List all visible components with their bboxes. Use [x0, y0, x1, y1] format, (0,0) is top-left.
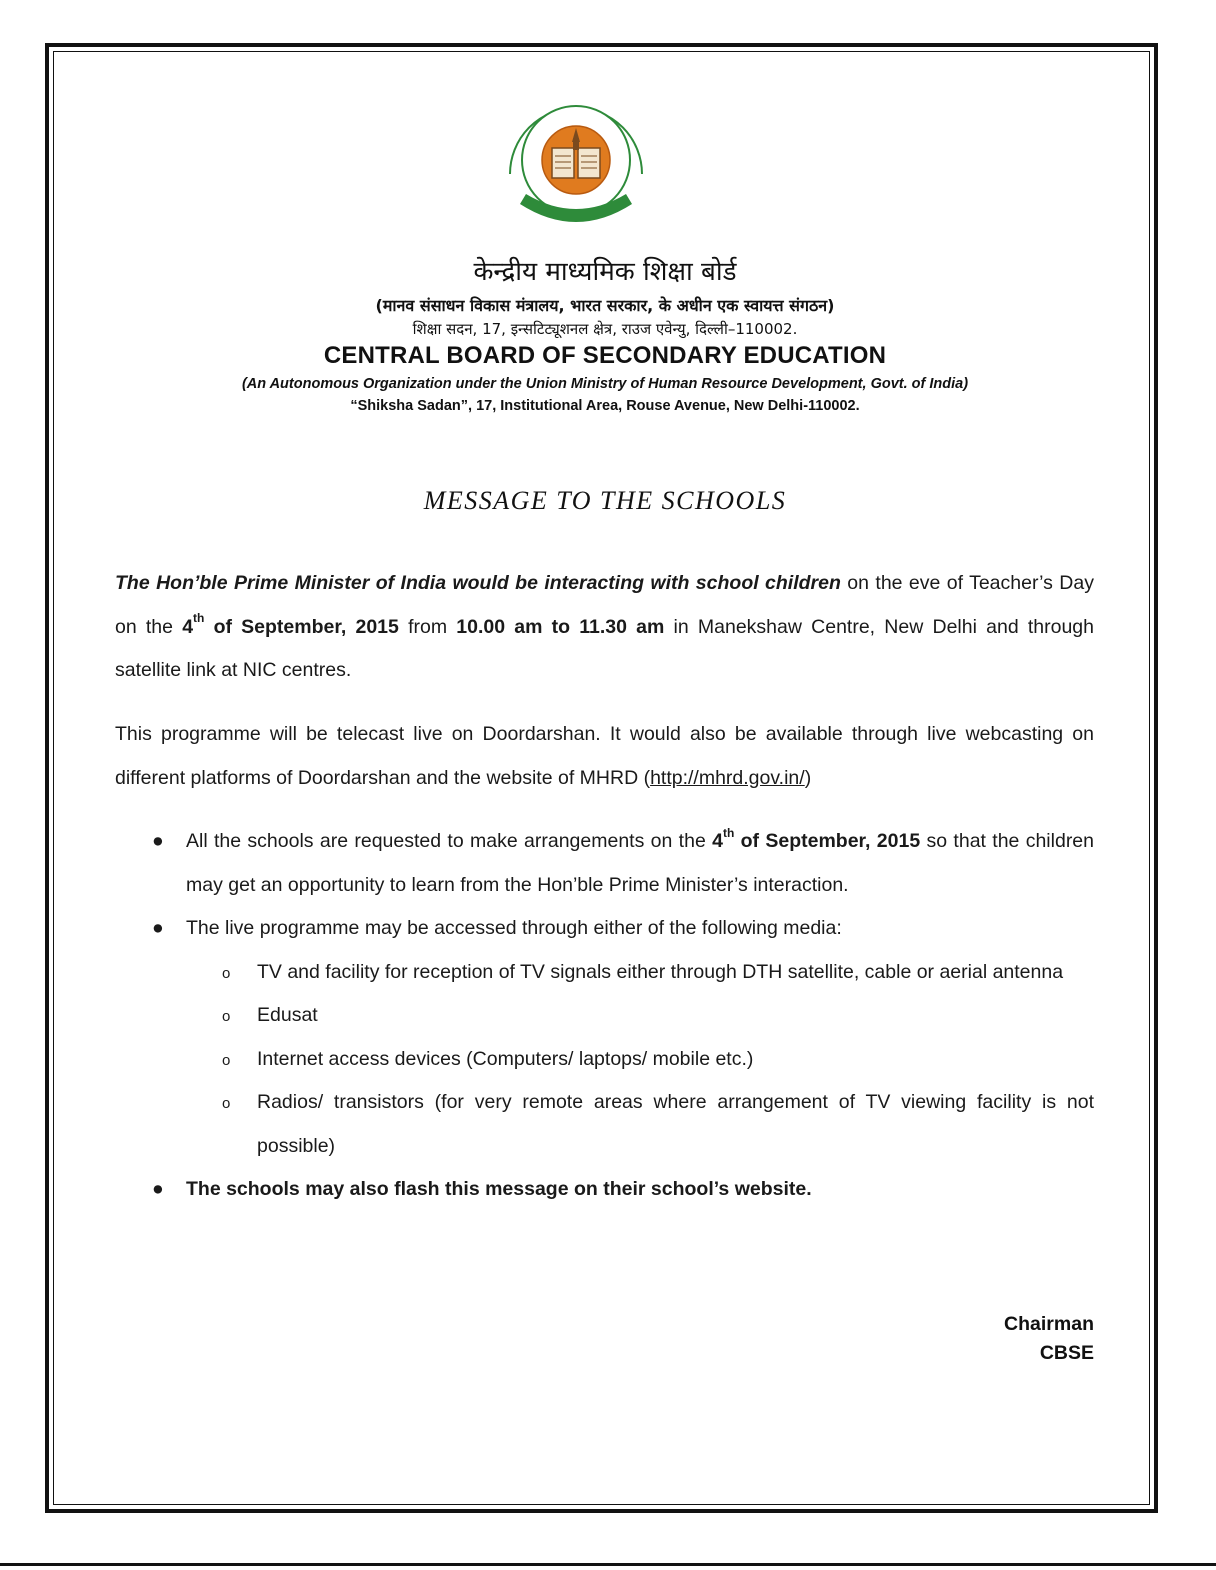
- media-item-label: Radios/ transistors (for very remote areas where arrangement of TV viewing facility is not possible): [257, 1091, 1094, 1157]
- hindi-subtitle: (मानव संसाधन विकास मंत्रालय, भारत सरकार, के अधीन एक स्वायत्त संगठन): [375, 296, 835, 315]
- bottom-rule: [0, 1563, 1216, 1566]
- media-item-label: Edusat: [257, 1004, 318, 1026]
- para2-close: ): [804, 766, 812, 789]
- bullet1-date-rest: of September, 2015: [734, 830, 921, 852]
- bullet-list: [115, 820, 1094, 1212]
- media-item-internet: [115, 1038, 1094, 1082]
- para1-lead: The Hon’ble Prime Minister of India would be interacting with school children: [115, 572, 841, 594]
- bullet-icon: ●: [152, 830, 164, 852]
- hindi-board-title: केन्द्रीय माध्यमिक शिक्षा बोर्ड: [473, 257, 737, 287]
- paragraph-2: [115, 713, 1094, 800]
- bullet3-text: The schools may also flash this message on their school’s website.: [186, 1178, 812, 1200]
- para1-date-num: 4: [182, 615, 194, 638]
- bullet-item-arrangements: [115, 820, 1094, 907]
- bullet1-date: [712, 825, 921, 852]
- paragraph-1: [115, 562, 1094, 693]
- sub-bullet-icon: o: [222, 964, 231, 982]
- para2-text: This programme will be telecast live on Doordarshan. It would also be available through live webcasting on different platforms of Doordarshan and the website of MHRD (: [115, 723, 1094, 789]
- bullet2-text: The live programme may be accessed through either of the following media:: [186, 917, 842, 939]
- para1-date-rest: of September, 2015: [204, 615, 399, 638]
- signature-block: [1004, 1310, 1094, 1368]
- english-subtitle: (An Autonomous Organization under the Union Ministry of Human Resource Development, Govt. of India): [241, 376, 969, 392]
- media-item-label: Internet access devices (Computers/ laptops/ mobile etc.): [257, 1047, 754, 1070]
- hindi-address: शिक्षा सदन, 17, इन्सटिट्यूशनल क्षेत्र, राउज एवेन्यु, दिल्ली–110002.: [412, 320, 798, 338]
- signature-title: Chairman: [1004, 1313, 1094, 1335]
- bullet-item-media: [115, 907, 1094, 951]
- bullet1-date-sup: th: [722, 825, 735, 840]
- media-item-tv: [115, 951, 1094, 995]
- para1-date: [182, 611, 399, 638]
- bullet1-text-1: All the schools are requested to make arrangements on the: [186, 830, 713, 852]
- media-item-edusat: [115, 994, 1094, 1038]
- para1-time: 10.00 am to 11.30 am: [456, 615, 665, 638]
- mhrd-link[interactable]: http://mhrd.gov.in/: [650, 766, 805, 789]
- bullet-icon: ●: [152, 917, 164, 939]
- english-address: “Shiksha Sadan”, 17, Institutional Area, Rouse Avenue, New Delhi-110002.: [350, 398, 860, 414]
- bullet-icon: ●: [152, 1178, 164, 1200]
- para1-text-1: on the eve of Teacher’s Day on the: [115, 572, 1094, 638]
- bullet1-date-num: 4: [712, 830, 723, 852]
- bullet1-text-2: so that the children may get an opportunity to learn from the Hon’ble Prime Minister’s interaction.: [186, 830, 1094, 896]
- english-board-title: CENTRAL BOARD OF SECONDARY EDUCATION: [323, 342, 887, 369]
- cbse-emblem-icon: [496, 82, 656, 242]
- sub-bullet-icon: o: [222, 1051, 231, 1069]
- para1-text-2: from: [398, 615, 457, 638]
- para1-date-sup: th: [193, 611, 205, 625]
- sub-bullet-icon: o: [222, 1095, 231, 1112]
- bullet-item-website: [115, 1168, 1094, 1212]
- para1-text-3: in Manekshaw Centre, New Delhi and through satellite link at NIC centres.: [115, 615, 1094, 681]
- message-title: MESSAGE TO THE SCHOOLS: [423, 486, 787, 515]
- media-sublist: [115, 951, 1094, 1169]
- media-item-label: TV and facility for reception of TV signals either through DTH satellite, cable or aerial antenna: [257, 960, 1064, 983]
- signature-org: CBSE: [1039, 1342, 1094, 1364]
- sub-bullet-icon: o: [222, 1008, 231, 1025]
- media-item-radio: [115, 1081, 1094, 1168]
